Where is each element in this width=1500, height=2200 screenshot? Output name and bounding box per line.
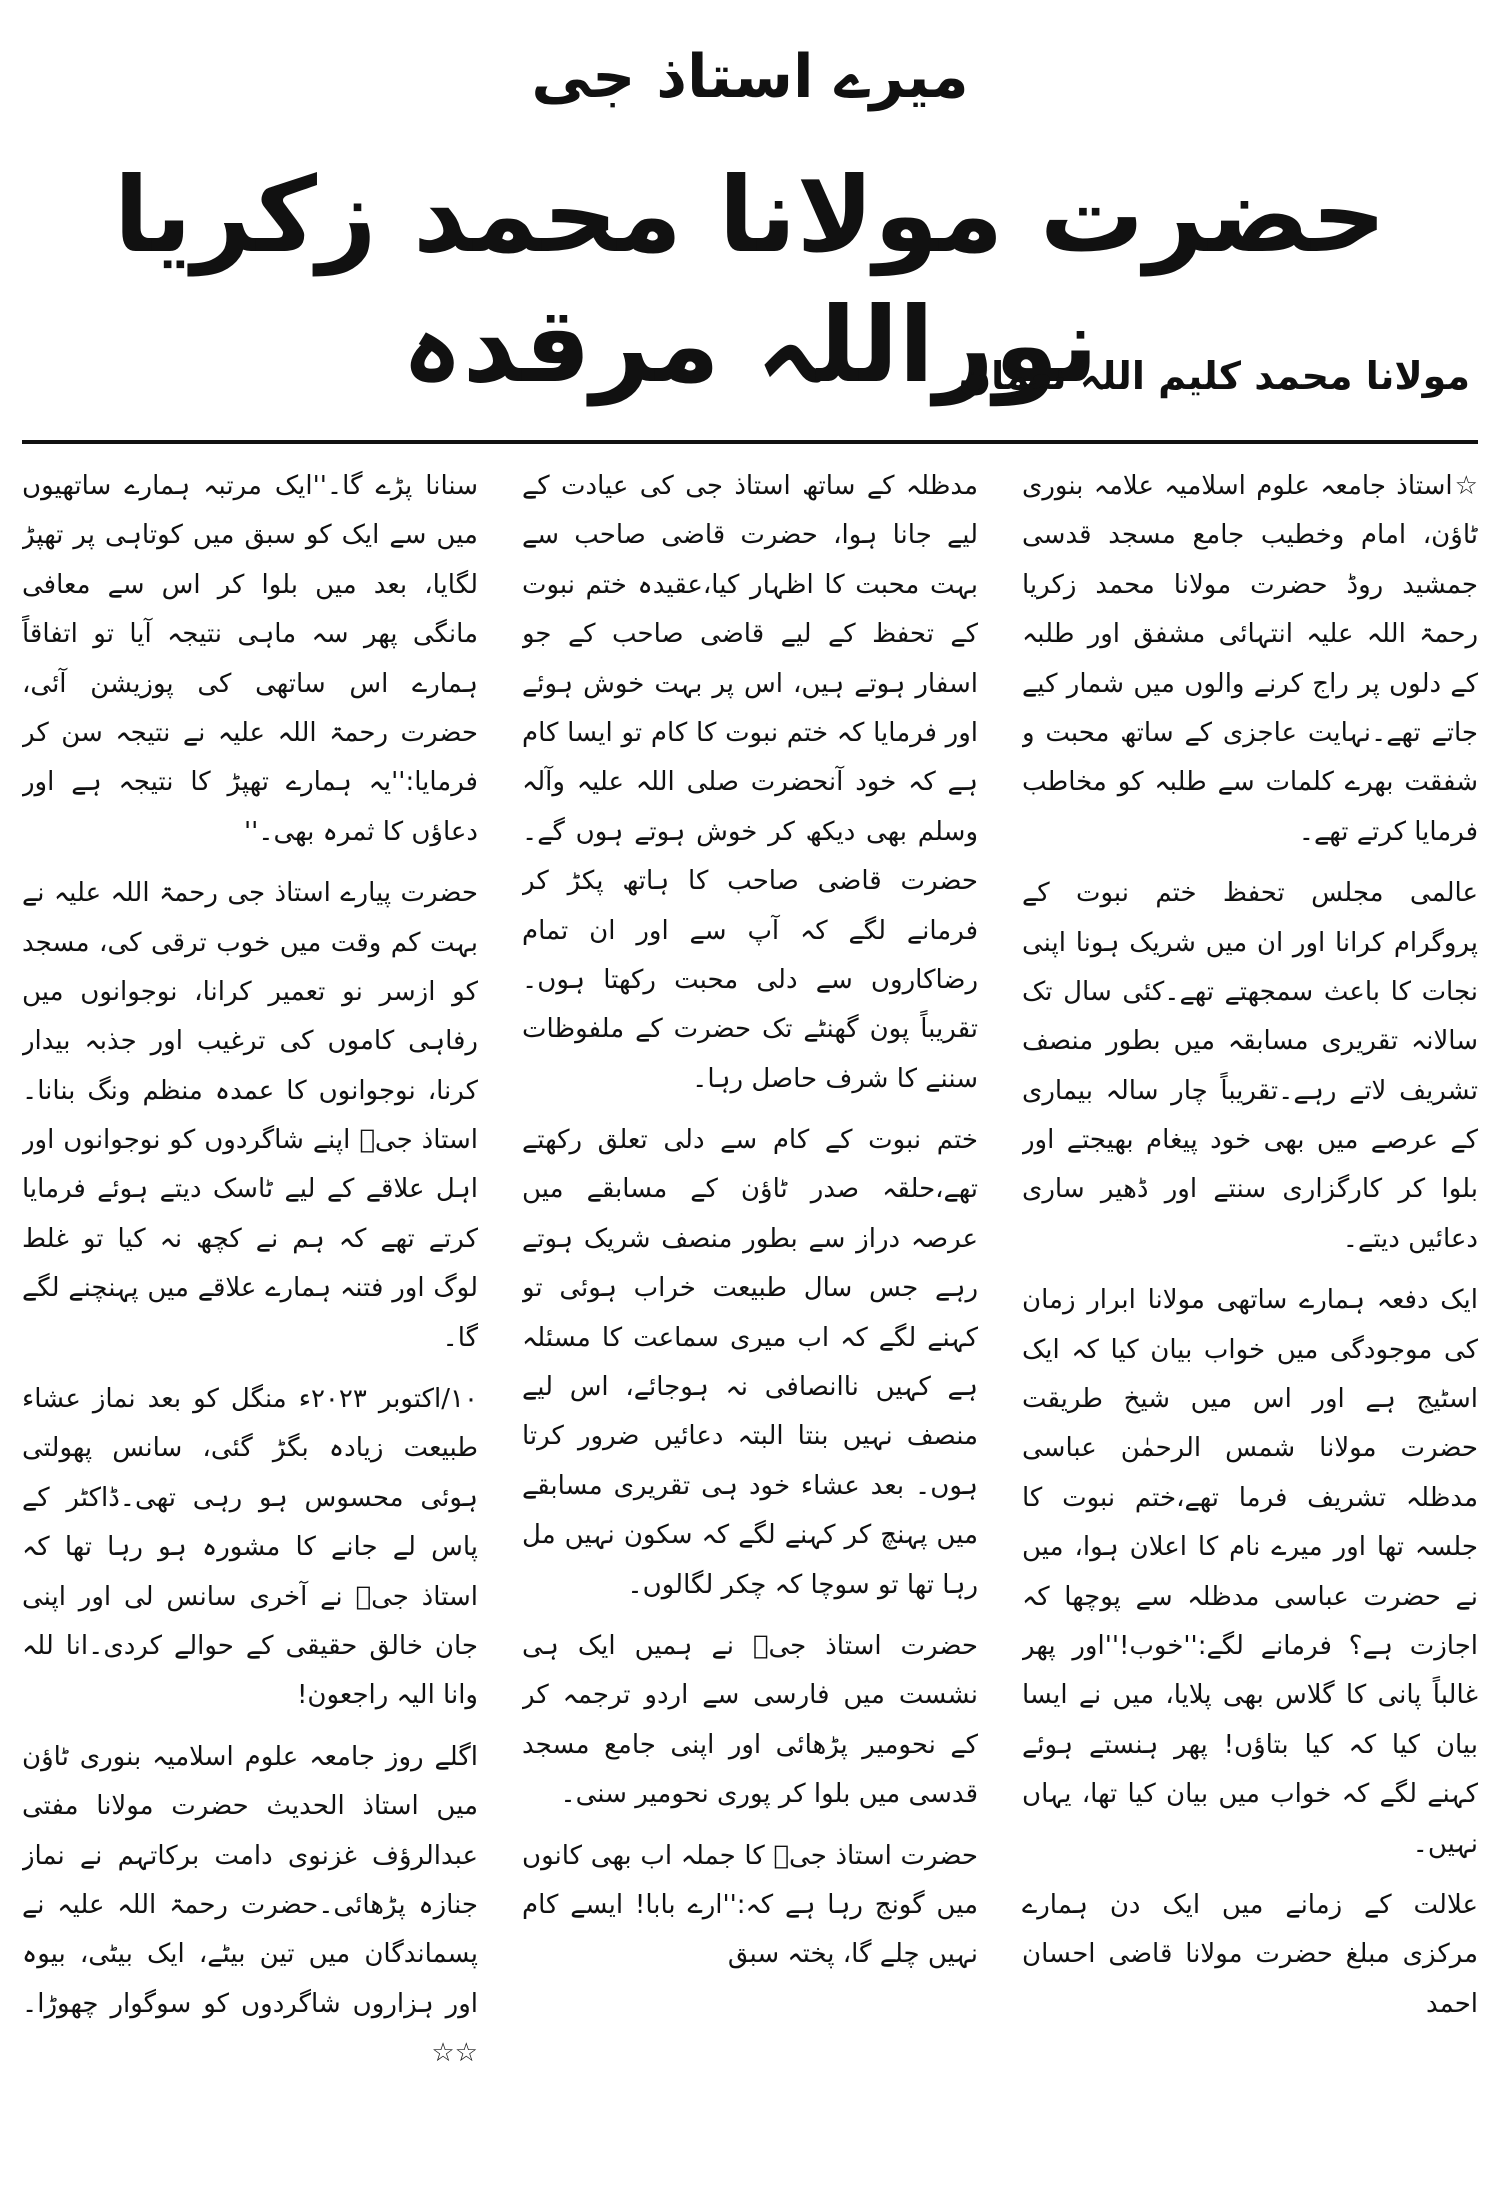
paragraph: علالت کے زمانے میں ایک دن ہمارے مرکزی مبلغ حضرت مولانا قاضی احسان احمد bbox=[1022, 1889, 1478, 2019]
article-body bbox=[22, 462, 1478, 2187]
paragraph: حضرت پیارے استاذ جی رحمۃ اللہ علیہ نے بہت کم وقت میں خوب ترقی کی، مسجد کو ازسر نو تعمیر کرانا، نوجوانوں میں رفاہی کاموں کی ترغیب اور جذبہ بیدار کرنا، نوجوانوں کا عمدہ منظم ونگ بنانا۔ استاذ جیؒ اپنے شاگردوں کو نوجوانوں اور اہل علاقے کے لیے ٹاسک دیتے ہوئے فرمایا کرتے تھے کہ ہم نے کچھ نہ کیا تو غلط لوگ اور فتنہ ہمارے علاقے میں پہنچنے لگے گا۔ bbox=[22, 878, 478, 1353]
paragraph: حضرت استاذ جیؒ نے ہمیں ایک ہی نشست میں فارسی سے اردو ترجمہ کر کے نحومیر پڑھائی اور اپنی جامع مسجد قدسی میں بلوا کر پوری نحومیر سنی۔ bbox=[522, 1630, 978, 1810]
header-divider bbox=[22, 440, 1478, 444]
column-2 bbox=[522, 462, 978, 2187]
paragraph: عالمی مجلس تحفظ ختم نبوت کے پروگرام کرانا اور ان میں شریک ہونا اپنی نجات کا باعث سمجھتے تھے۔کئی سال تک سالانہ تقریری مسابقہ میں بطور منصف تشریف لاتے رہے۔تقریباً چار سالہ بیماری کے عرصے میں بھی خود پیغام بھیجتے اور بلوا کر کارگزاری سنتے اور ڈھیر ساری دعائیں دیتے۔ bbox=[1022, 878, 1478, 1254]
article-headline: حضرت مولانا محمد زکریا نوراللہ مرقدہ bbox=[113, 154, 1387, 406]
paragraph: حضرت استاذ جیؒ کا جملہ اب بھی کانوں میں گونج رہا ہے کہ:''ارے بابا! ایسے کام نہیں چلے گا، پختہ سبق bbox=[522, 1840, 978, 1970]
paragraph: اگلے روز جامعہ علوم اسلامیہ بنوری ٹاؤن میں استاذ الحدیث حضرت مولانا مفتی عبدالرؤف غزنوی دامت برکاتہم نے نماز جنازہ پڑھائی۔حضرت رحمۃ اللہ علیہ نے پسماندگان میں تین بیٹے، ایک بیٹی، بیوہ اور ہزاروں شاگردوں کو سوگوار چھوڑا۔☆☆ bbox=[22, 1741, 478, 2069]
paragraph: ایک دفعہ ہمارے ساتھی مولانا ابرار زمان کی موجودگی میں خواب بیان کیا کہ ایک اسٹیج ہے اور اس میں شیخ طریقت حضرت مولانا شمس الرحمٰن عباسی مدظلہ تشریف فرما تھے،ختم نبوت کا جلسہ تھا اور میرے نام کا اعلان ہوا، میں نے حضرت عباسی مدظلہ سے پوچھا کہ اجازت ہے؟ فرمانے لگے:''خوب!''اور پھر غالباً پانی کا گلاس بھی پلایا، میں نے ایسا بیان کیا کہ کیا بتاؤں! پھر ہنستے ہوئے کہنے لگے کہ خواب میں بیان کیا تھا، یہاں نہیں۔ bbox=[1022, 1285, 1478, 1859]
paragraph: ختم نبوت کے کام سے دلی تعلق رکھتے تھے،حلقہ صدر ٹاؤن کے مسابقے میں عرصہ دراز سے بطور منصف شریک ہوتے رہے جس سال طبیعت خراب ہوئی تو کہنے لگے کہ اب میری سماعت کا مسئلہ ہے کہیں ناانصافی نہ ہوجائے، اس لیے منصف نہیں بنتا البتہ دعائیں ضرور کرتا ہوں۔ بعد عشاء خود ہی تقریری مسابقے میں پہنچ کر کہنے لگے کہ سکون نہیں مل رہا تھا تو سوچا کہ چکر لگالوں۔ bbox=[522, 1125, 978, 1600]
paragraph: مدظلہ کے ساتھ استاذ جی کی عیادت کے لیے جانا ہوا، حضرت قاضی صاحب سے بہت محبت کا اظہار کیا،عقیدہ ختم نبوت کے تحفظ کے لیے قاضی صاحب کے جو اسفار ہوتے ہیں، اس پر بہت خوش ہوئے اور فرمایا کہ ختم نبوت کا کام تو ایسا کام ہے کہ خود آنحضرت صلی اللہ علیہ وآلہ وسلم بھی دیکھ کر خوش ہوتے ہوں گے۔حضرت قاضی صاحب کا ہاتھ پکڑ کر فرمانے لگے کہ آپ سے اور ان تمام رضاکاروں سے دلی محبت رکھتا ہوں۔ تقریباً پون گھنٹے تک حضرت کے ملفوظات سننے کا شرف حاصل رہا۔ bbox=[522, 471, 978, 1094]
article-kicker: میرے استاذ جی bbox=[531, 42, 969, 112]
column-1 bbox=[1022, 462, 1478, 2187]
paragraph: ۱۰/اکتوبر ۲۰۲۳ء منگل کو بعد نماز عشاء طبیعت زیادہ بگڑ گئی، سانس پھولتی ہوئی محسوس ہو رہی تھی۔ڈاکٹر کے پاس لے جانے کا مشورہ ہو رہا تھا کہ استاذ جیؒ نے آخری سانس لی اور اپنی جان خالق حقیقی کے حوالے کردی۔انا للہ وانا الیہ راجعون! bbox=[22, 1384, 478, 1711]
paragraph: ☆استاذ جامعہ علوم اسلامیہ علامہ بنوری ٹاؤن، امام وخطیب جامع مسجد قدسی جمشید روڈ حضرت مولانا محمد زکریا رحمۃ اللہ علیہ انتہائی مشفق اور طلبہ کے دلوں پر راج کرنے والوں میں شمار کیے جاتے تھے۔نہایت عاجزی کے ساتھ محبت و شفقت بھرے کلمات سے طلبہ کو مخاطب فرمایا کرتے تھے۔ bbox=[1022, 471, 1478, 847]
author-byline: مولانا محمد کلیم اللہ نعمان bbox=[958, 354, 1470, 398]
column-3 bbox=[22, 462, 478, 2187]
paragraph: سنانا پڑے گا۔''ایک مرتبہ ہمارے ساتھیوں میں سے ایک کو سبق میں کوتاہی پر تھپڑ لگایا، بعد میں بلوا کر اس سے معافی مانگی پھر سہ ماہی نتیجہ آیا تو اتفاقاً ہمارے اس ساتھی کی پوزیشن آئی، حضرت رحمۃ اللہ علیہ نے نتیجہ سن کر فرمایا:''یہ ہمارے تھپڑ کا نتیجہ ہے اور دعاؤں کا ثمرہ بھی۔'' bbox=[22, 471, 478, 847]
